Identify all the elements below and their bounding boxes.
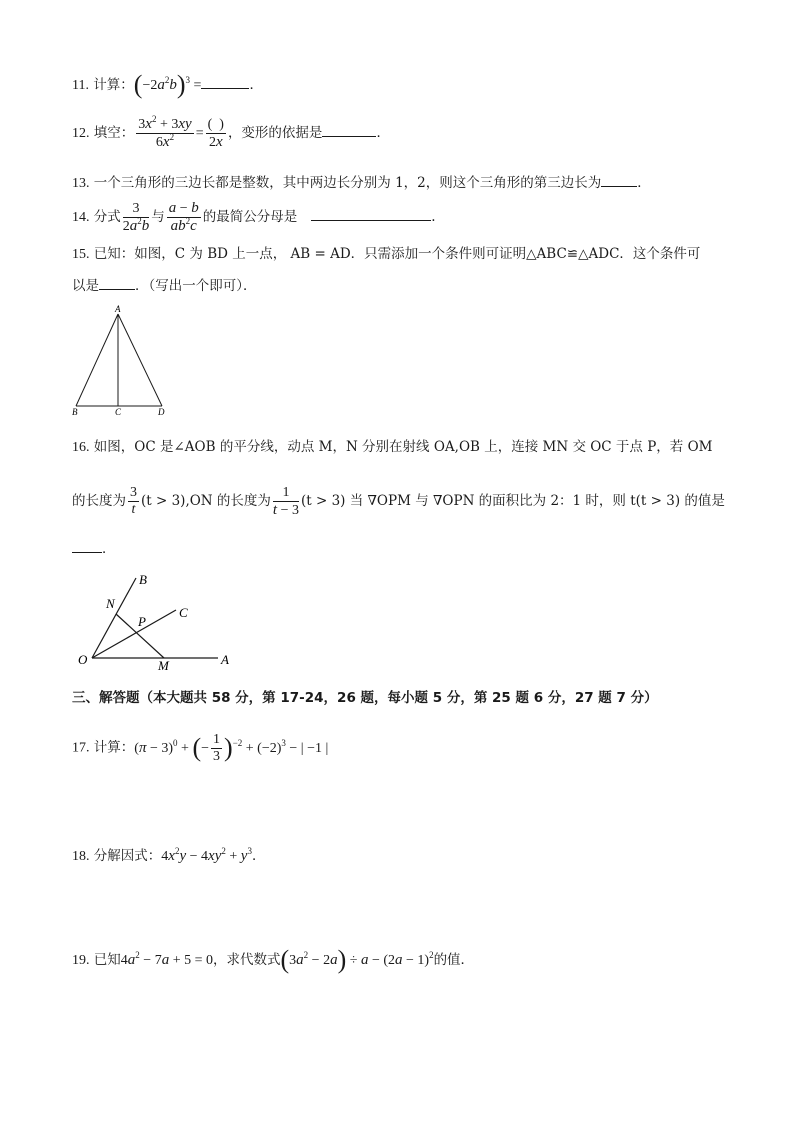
q12-fraction-right[interactable]: $\frac{( )}{2x}$ <box>207 116 224 150</box>
q11-expression: $(-2a^2b)^3$ = <box>133 70 202 99</box>
q19-condition: $4a^2 - 7a + 5 = 0$ <box>120 950 213 968</box>
q18-expression: $4x^2y - 4xy^2 + y^3$ <box>161 846 252 864</box>
label-c: C <box>115 407 122 417</box>
question-19: 19. 已知$4a^2 - 7a + 5 = 0$，求代数式$(3a^2 - 2a) \div a - (2a - 1)^2$的值． <box>72 945 475 974</box>
question-18: 18. 分解因式：$4x^2y - 4xy^2 + y^3$． <box>72 846 266 864</box>
q14-fraction-2: $\frac{a - b}{ab^2c}$ <box>168 200 199 234</box>
question-16-line1: 16. 如图，OC 是∠AOB 的平分线，动点 M，N 分别在射线 OA,OB 上，连接 MN 交 OC 于点 P，若 OM <box>72 439 713 455</box>
angle-bisector-figure <box>76 570 246 672</box>
answer-blank[interactable] <box>201 74 249 89</box>
label-b: B <box>139 572 147 587</box>
question-11: 11. 计算：$(-2a^2b)^3$ = ． <box>72 70 263 99</box>
q16-fraction-on: $\frac{1}{t - 3}$ <box>272 484 299 518</box>
question-17: 17. 计算：$(\pi - 3)^0$ + (− $\frac{1}{3}$ )$^{-2} + (-2)^3$ − | −1 | <box>72 732 329 764</box>
question-13: 13. 一个三角形的三边长都是整数，其中两边长分别为 1，2，则这个三角形的第三边长为 ． <box>72 172 651 194</box>
q19-expression: $(3a^2 - 2a) \div a - (2a - 1)^2$ <box>280 945 434 974</box>
question-16-line2: 的长度为 $\frac{3}{t}$ (t > 3),ON 的长度为 $\frac{1}{t - 3}$ (t > 3) 当 ∇OPM 与 ∇OPN 的面积比为 2：1 时，则 t(t > 3) 的值是 <box>72 484 725 518</box>
label-a: A <box>221 652 229 667</box>
label-m: M <box>158 658 169 672</box>
question-15-line1: 15. 已知：如图，C 为 BD 上一点， AB = AD．只需添加一个条件则可证明△ABC≌△ADC．这个条件可 <box>72 246 701 262</box>
question-12: 12. 填空： $\frac{3x^2 + 3xy}{6x^2}$ = $\frac{( )}{2x}$ ，变形的依据是 ． <box>72 114 390 150</box>
answer-blank[interactable] <box>99 275 135 290</box>
triangle-figure <box>66 302 176 418</box>
question-14: 14. 分式 $\frac{3}{2a^2b}$ 与 $\frac{a - b}{ab^2c}$ 的最简公分母是 . <box>72 200 436 234</box>
q12-fraction-left: $\frac{3x^2 + 3xy}{6x^2}$ <box>138 114 192 150</box>
answer-blank[interactable] <box>72 538 102 553</box>
q14-fraction-1: $\frac{3}{2a^2b}$ <box>122 200 150 234</box>
answer-blank[interactable] <box>311 206 431 221</box>
label-n: N <box>106 596 115 611</box>
section-heading: 三、解答题（本大题共 58 分，第 17-24，26 题，每小题 5 分，第 25 题 6 分，27 题 7 分） <box>72 690 658 706</box>
label-p: P <box>138 614 146 629</box>
question-15-line2: 以是 ．（写出一个即可）． <box>72 275 257 296</box>
answer-blank[interactable] <box>322 122 376 137</box>
q16-fraction-om: $\frac{3}{t}$ <box>130 485 137 517</box>
answer-blank[interactable] <box>601 172 637 187</box>
label-b: B <box>72 407 78 417</box>
question-16-line3: ． <box>72 538 116 559</box>
label-d: D <box>158 407 165 417</box>
label-a: A <box>115 304 121 314</box>
label-c: C <box>179 605 188 620</box>
label-o: O <box>78 652 88 667</box>
q17-expression: $(\pi - 3)^0$ + (− $\frac{1}{3}$ )$^{-2} + (-2)^3$ − | −1 | <box>134 732 329 764</box>
